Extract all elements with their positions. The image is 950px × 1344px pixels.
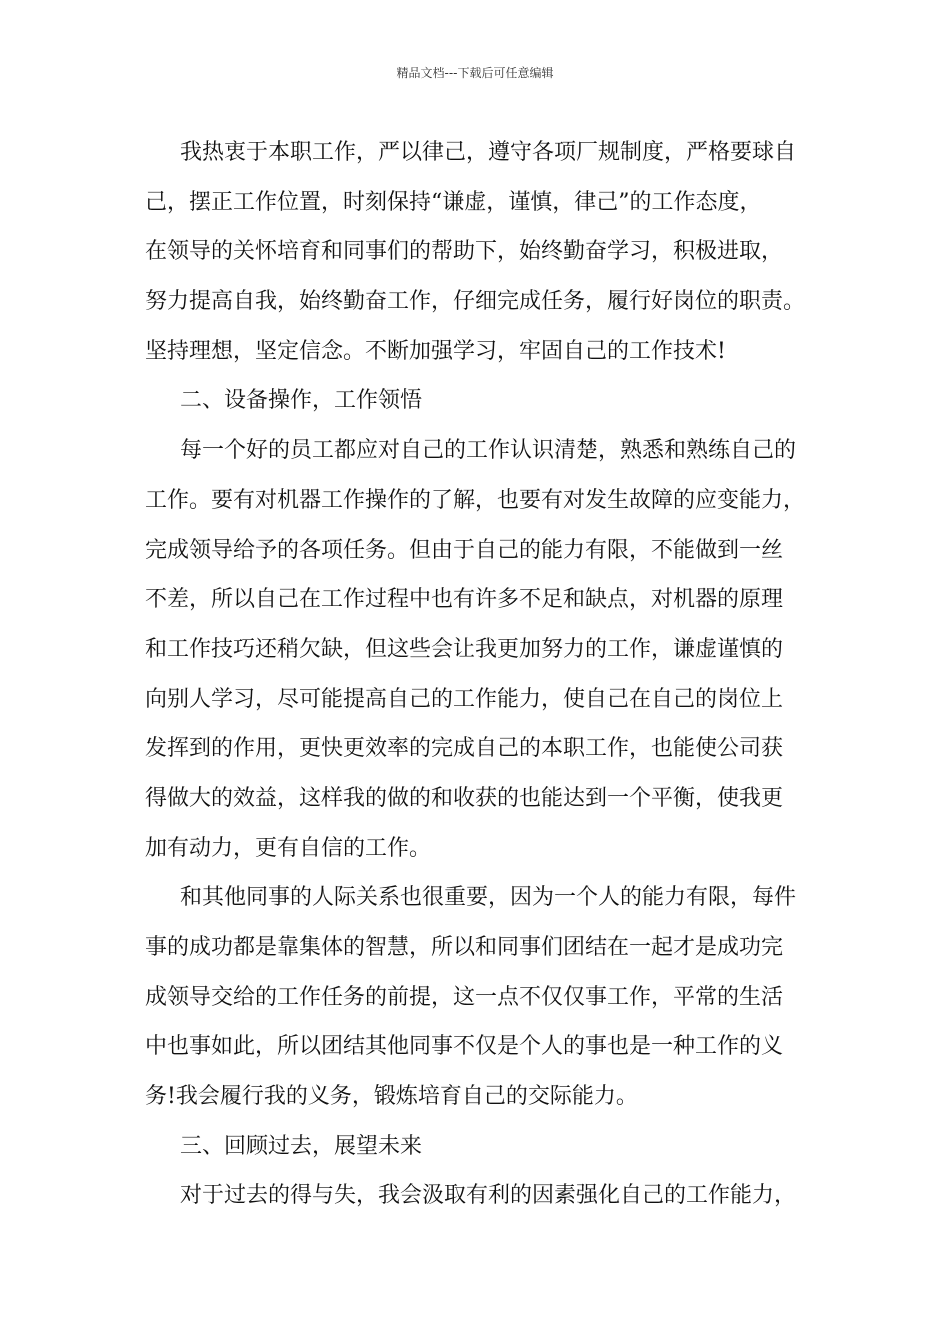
- text-line: 对于过去的得与失，我会汲取有利的因素强化自己的工作能力，: [180, 1183, 797, 1209]
- text-line: 得做大的效益，这样我的做的和收获的也能达到一个平衡，使我更: [145, 785, 784, 811]
- text-line: 完成领导给予的各项任务。但由于自己的能力有限，不能做到一丝: [145, 537, 784, 563]
- text-line: 坚持理想，坚定信念。不断加强学习，牢固自己的工作技术!: [145, 338, 726, 364]
- text-line: 工作。要有对机器工作操作的了解，也要有对发生故障的应变能力，: [145, 487, 806, 513]
- text-line: 我热衷于本职工作，严以律己，遵守各项厂规制度，严格要球自: [180, 140, 797, 165]
- text-line: 和工作技巧还稍欠缺，但这些会让我更加努力的工作，谦虚谨慎的: [145, 636, 784, 662]
- text-line: 在领导的关怀培育和同事们的帮助下，始终勤奋学习，积极进取，: [145, 239, 784, 265]
- text-line: 中也事如此，所以团结其他同事不仅是个人的事也是一种工作的义: [145, 1034, 784, 1060]
- text-line: 向别人学习，尽可能提高自己的工作能力，使自己在自己的岗位上: [145, 686, 784, 712]
- text-line: 和其他同事的人际关系也很重要，因为一个人的能力有限，每件: [180, 885, 797, 911]
- page-header: 精品文档---下载后可任意编辑: [396, 66, 554, 80]
- text-line: 不差，所以自己在工作过程中也有许多不足和缺点，对机器的原理: [145, 587, 784, 613]
- text-line: 己，摆正工作位置，时刻保持“谦虚，谨慎，律己”的工作态度，: [145, 189, 762, 215]
- text-line: 成领导交给的工作任务的前提，这一点不仅仅事工作，平常的生活: [145, 984, 784, 1010]
- text-line: 每一个好的员工都应对自己的工作认识清楚，熟悉和熟练自己的: [180, 438, 797, 464]
- text-line: 事的成功都是靠集体的智慧，所以和同事们团结在一起才是成功完: [145, 935, 784, 960]
- text-line: 加有动力，更有自信的工作。: [145, 835, 432, 861]
- text-line: 发挥到的作用，更快更效率的完成自己的本职工作，也能使公司获: [145, 736, 784, 762]
- document-body: [145, 128, 830, 1221]
- text-line: 务!我会履行我的义务，锻炼培育自己的交际能力。: [145, 1084, 638, 1110]
- text-line: 三、回顾过去，展望未来: [180, 1133, 423, 1159]
- text-line: 二、设备操作，工作领悟: [180, 388, 423, 414]
- text-line: 努力提高自我，始终勤奋工作，仔细完成任务，履行好岗位的职责。: [145, 289, 806, 315]
